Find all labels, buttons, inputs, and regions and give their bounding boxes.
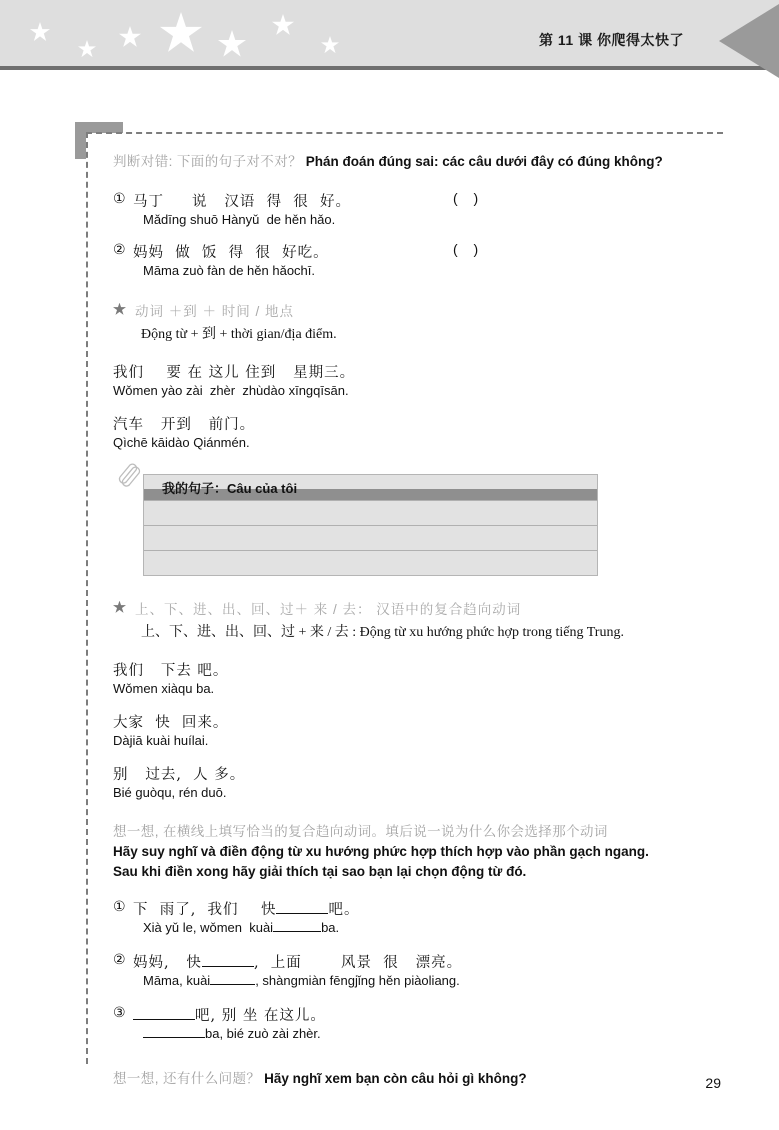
decorative-star-icon: [218, 30, 246, 58]
item-chinese-sentence: [133, 951, 738, 972]
fillblank-instruction-chinese: 想一想, 在横线上填写恰当的复合趋向动词。填后说一说为什么你会选择那个动词: [113, 823, 608, 839]
fillblank-item: [113, 951, 738, 988]
truefalse-prompt-vietnamese: Phán đoán đúng sai: các câu dưới đây có đúng không?: [305, 154, 663, 169]
fillblank-item: [113, 898, 738, 935]
fillblank-instruction-vietnamese-1: Hãy suy nghĩ và điền động từ xu hướng phức hợp thích hợp vào phần gạch ngang.: [113, 843, 649, 859]
item-pinyin: [143, 1026, 738, 1041]
chinese-after-blank: , 上面 风景 很 漂亮。: [253, 955, 463, 972]
dashed-border-left: [86, 132, 88, 1064]
star-bullet-icon: [113, 601, 126, 614]
star-bullet-icon: [113, 303, 126, 316]
example-sentence: [113, 413, 738, 450]
chinese-after-blank: 吧。: [328, 902, 360, 919]
corner-bracket-mark: [75, 122, 86, 159]
pinyin-before-blank: Māma, kuài: [143, 973, 211, 989]
grammar-pattern-chinese: 上、下、进、出、回、过＋ 来 / 去： 汉语中的复合趋向动词: [135, 601, 522, 617]
decorative-star-icon: [119, 26, 141, 48]
my-sentences-table: [143, 474, 598, 576]
item-pinyin: [143, 973, 738, 988]
decorative-star-icon: [160, 12, 202, 54]
item-chinese-sentence: 马丁 说 汉语 得 很 好。: [133, 193, 352, 210]
example-chinese: 我们 要 在 这儿 住到 星期三。: [113, 364, 356, 381]
item-pinyin: [143, 920, 738, 935]
page-number: 29: [705, 1075, 721, 1091]
item-number: ①: [113, 898, 126, 915]
example-chinese: 别 过去, 人 多。: [113, 766, 246, 783]
item-number: ③: [113, 1004, 126, 1021]
pinyin-before-blank: Xià yǔ le, wǒmen kuài: [143, 920, 274, 936]
blank-input[interactable]: [276, 913, 328, 914]
item-number: ②: [113, 951, 126, 968]
truefalse-prompt-chinese: 判断对错: 下面的句子对不对？: [113, 154, 303, 169]
pinyin-after-blank: , shàngmiàn fēngjǐng hěn piàoliang.: [255, 973, 460, 989]
header-divider-rule: [0, 66, 779, 70]
dashed-border-top: [86, 132, 723, 134]
chinese-before-blank: 下 雨了, 我们 快: [133, 902, 277, 919]
grammar-point-1: [113, 300, 738, 343]
my-sentences-box: [143, 474, 598, 576]
decorative-star-icon: [30, 22, 50, 42]
blank-input[interactable]: [143, 1037, 205, 1038]
item-chinese-sentence: [133, 898, 738, 919]
answer-parentheses[interactable]: ( ): [453, 189, 485, 206]
example-pinyin: Wǒmen yào zài zhèr zhùdào xīngqīsān.: [113, 382, 349, 398]
example-pinyin: Qìchē kāidào Qiánmén.: [113, 434, 250, 450]
truefalse-item: [113, 190, 738, 227]
example-sentence: [113, 361, 738, 398]
example-sentence: [113, 659, 738, 696]
example-pinyin: Wǒmen xiàqu ba.: [113, 680, 215, 696]
grammar-pattern-vietnamese: Động từ + 到 + thời gian/địa điểm.: [141, 326, 337, 342]
item-chinese-sentence: 妈妈 做 饭 得 很 好吃。: [133, 244, 329, 261]
fillblank-instruction: [113, 822, 738, 883]
blank-input[interactable]: [133, 1019, 195, 1020]
item-pinyin: Māma zuò fàn de hěn hǎochī.: [143, 262, 316, 278]
writing-row[interactable]: [144, 526, 597, 551]
example-pinyin: Bié guòqu, rén duō.: [113, 784, 227, 800]
blank-input[interactable]: [210, 984, 255, 985]
example-chinese: 大家 快 回来。: [113, 714, 229, 731]
example-pinyin: Dàjiā kuài huílai.: [113, 732, 209, 748]
chinese-before-blank: 妈妈, 快: [133, 955, 202, 972]
fillblank-item: [113, 1004, 738, 1041]
writing-row[interactable]: [144, 501, 597, 526]
example-sentence: [113, 711, 738, 748]
pinyin-after-blank: ba.: [321, 920, 340, 936]
writing-row[interactable]: [144, 551, 597, 575]
item-chinese-sentence: [133, 1004, 738, 1025]
blank-input[interactable]: [273, 931, 321, 932]
answer-parentheses[interactable]: ( ): [453, 240, 485, 257]
truefalse-prompt: [113, 152, 738, 172]
example-chinese: 我们 下去 吧。: [113, 662, 229, 679]
fillblank-instruction-vietnamese-2: Sau khi điền xong hãy giải thích tại sao bạn lại chọn động từ đó.: [113, 864, 527, 880]
example-chinese: 汽车 开到 前门。: [113, 416, 256, 433]
my-sentences-table-header: [144, 475, 597, 501]
closing-question-chinese: 想一想, 还有什么问题？: [113, 1071, 261, 1087]
decorative-star-icon: [78, 40, 96, 58]
decorative-star-icon: [272, 14, 294, 36]
item-pinyin: Mǎdīng shuō Hànyǔ de hěn hǎo.: [143, 211, 336, 227]
my-sentences-label: 我的句子：Câu của tôi: [162, 480, 298, 496]
page-header-banner: [0, 0, 779, 70]
chinese-after-blank: 吧, 别 坐 在这儿。: [195, 1008, 326, 1025]
closing-question-vietnamese: Hãy nghĩ xem bạn còn câu hỏi gì không?: [264, 1071, 527, 1087]
grammar-pattern-vietnamese: 上、下、进、出、回、过 + 来 / 去 : Động từ xu hướng phức hợp trong tiếng Trung.: [141, 624, 624, 640]
item-number: ②: [113, 240, 126, 257]
pinyin-after-blank: ba, bié zuò zài zhèr.: [205, 1026, 321, 1042]
example-sentence: [113, 763, 738, 800]
decorative-star-icon: [321, 36, 339, 54]
item-number: ①: [113, 189, 126, 206]
closing-question: [113, 1067, 738, 1087]
grammar-pattern-chinese: 动词 ＋到 ＋ 时间 / 地点: [135, 303, 295, 319]
truefalse-item: [113, 241, 738, 278]
lesson-title: 第 11 课 你爬得太快了: [539, 32, 684, 48]
lesson-content: [113, 152, 738, 1087]
blank-input[interactable]: [202, 966, 254, 967]
grammar-point-2: [113, 598, 738, 641]
